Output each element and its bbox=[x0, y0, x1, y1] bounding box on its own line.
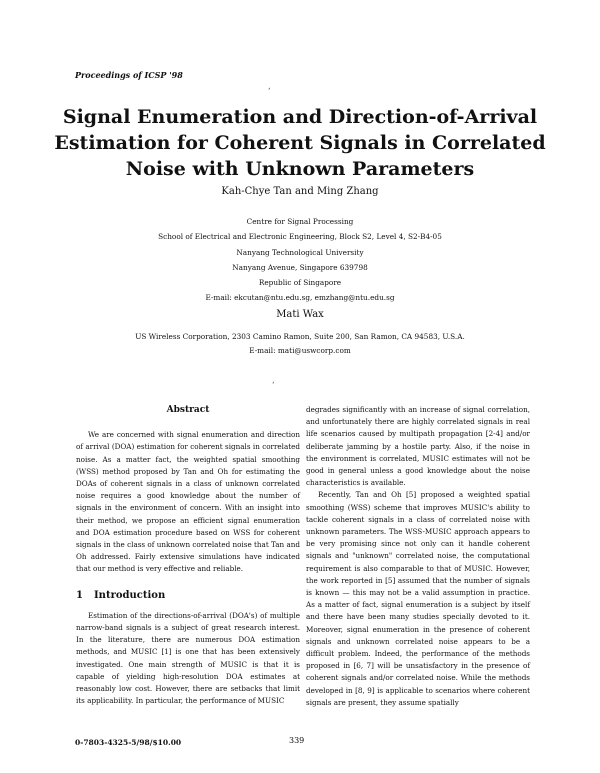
affiliation-line: School of Electrical and Electronic Engineering, Block S2, Level 4, S2-B4-05 bbox=[158, 232, 442, 242]
title-line: Signal Enumeration and Direction-of-Arrival bbox=[62, 106, 538, 128]
affiliation-line: Republic of Singapore bbox=[258, 278, 342, 288]
title-line: Estimation for Coherent Signals in Correlated bbox=[54, 132, 546, 154]
affiliation-block-second bbox=[20, 330, 580, 358]
section-title: Introduction bbox=[94, 589, 166, 601]
right-column bbox=[306, 404, 530, 709]
page-number: 339 bbox=[289, 736, 305, 745]
affiliation-line: Centre for Signal Processing bbox=[246, 217, 354, 226]
author-names: Kah-Chye Tan and Ming Zhang bbox=[221, 186, 379, 197]
section-number: 1 bbox=[76, 589, 83, 601]
paragraph: degrades significantly with an increase of signal correlation, and unfortunately there are highly correlated signals in real life scenarios caused by multipath propagation [2-4] and/or deliberate jamming by a hostile party. Also, if the noise in the environment is correlated, MUSIC estimates will not be good in general unless a good knowledge about the noise characteristics is available. bbox=[306, 405, 530, 488]
abstract-heading: Abstract bbox=[166, 405, 210, 415]
affiliation-line: Nanyang Technological University bbox=[236, 247, 364, 257]
author-name-second: Mati Wax bbox=[276, 309, 324, 320]
title-line: Noise with Unknown Parameters bbox=[125, 158, 475, 180]
stray-mark: ‘ bbox=[268, 87, 271, 95]
affiliation-block bbox=[60, 214, 540, 306]
affiliation-line: Nanyang Avenue, Singapore 639798 bbox=[232, 262, 368, 272]
email-line: E-mail: ekcutan@ntu.edu.sg, emzhang@ntu.edu.sg bbox=[205, 293, 395, 303]
email-line: E-mail: mati@uswcorp.com bbox=[249, 346, 351, 355]
abstract-text: We are concerned with signal enumeration and direction of arrival (DOA) estimation for coherent signals in correlated noise. As a matter fact, the weighted spatial smoothing (WSS) method proposed by Tan and Oh for estimating the DOAs of coherent signals in a class of unknown correlated noise requires a good knowledge about the number of signals in the environment of concern. With an insight into their method, we propose an efficient signal enumeration and DOA estimation procedure based on WSS for coherent signals in the class of unknown correlated noise that Tan and Oh addressed. Fairly extensive simulations have indicated that our method is very effective and reliable. bbox=[76, 430, 300, 574]
paper-title bbox=[40, 104, 560, 182]
proceedings-label: Proceedings of ICSP '98 bbox=[75, 70, 183, 80]
introduction-text: Estimation of the directions-of-arrival (DOA's) of multiple narrow-band signals is a subject of great research interest. In the literature, there are numerous DOA estimation methods, and MUSIC [1] is one that has been extensively investigated. One main strength of MUSIC is that it is capable of yielding high-resolution DOA estimates at reasonably low cost. However, there are setbacks that limit its applicability. In particular, the performance of MUSIC bbox=[76, 610, 300, 706]
section-heading bbox=[76, 590, 300, 602]
copyright-code: 0-7803-4325-5/98/$10.00 bbox=[75, 738, 182, 747]
affiliation-line: US Wireless Corporation, 2303 Camino Ramon, Suite 200, San Ramon, CA 94583, U.S.A. bbox=[135, 332, 465, 341]
stray-mark: ‘ bbox=[272, 381, 275, 389]
left-column bbox=[76, 404, 300, 707]
paragraph: Recently, Tan and Oh [5] proposed a weighted spatial smoothing (WSS) scheme that improves MUSIC's ability to tackle coherent signals in a class of correlated noise with unknown parameters. The WSS-MUSIC approach appears to be very promising since not only can it handle coherent signals and "unknown" correlated noise, the computational requirement is also comparable to that of MUSIC. However, the work reported in [5] assumed that the number of signals is known — this may not be a valid assumption in practice. As a matter of fact, signal enumeration is a subject by itself and there have been many studies specially devoted to it. Moreover, signal enumeration in the presence of coherent signals and unknown correlated noise appears to be a difficult problem. Indeed, the performance of the methods proposed in [6, 7] will be unsatisfactory in the presence of coherent signals and/or correlated noise. While the methods developed in [8, 9] is applicable to scenarios where coherent signals are present, they assume spatially bbox=[306, 490, 530, 707]
